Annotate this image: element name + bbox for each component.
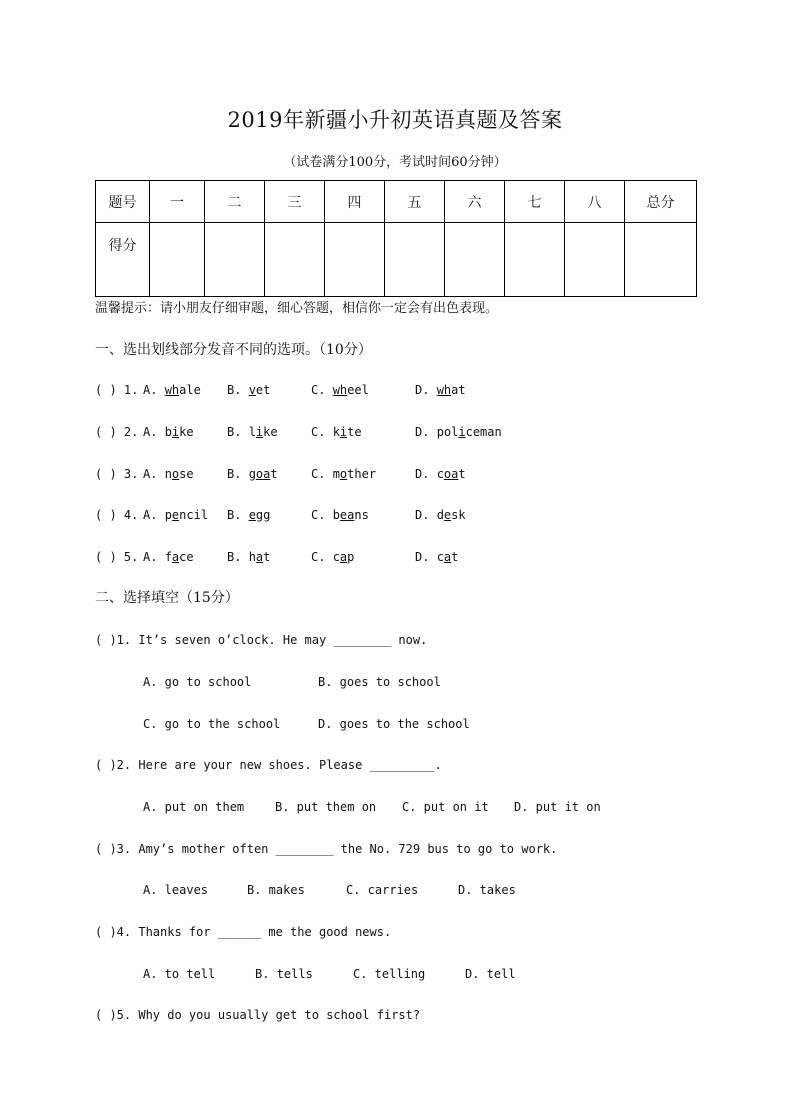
word-part: c <box>436 550 444 564</box>
underlined-letters: e <box>248 508 256 522</box>
word-part: at <box>451 383 466 397</box>
option-letter: A. <box>143 467 158 481</box>
option <box>311 550 354 564</box>
option: D. put it on <box>514 800 601 814</box>
option <box>415 508 466 522</box>
option-letter: C. <box>311 425 326 439</box>
word-part: k <box>332 425 340 439</box>
question-number: ( ) 1. <box>95 383 139 397</box>
row-label: 得分 <box>96 223 150 297</box>
option-letter: D. <box>415 508 430 522</box>
word-part: ce <box>179 550 194 564</box>
question-number: ( ) 3. <box>95 467 139 481</box>
word-part: p <box>164 508 172 522</box>
option: D. tell <box>465 967 516 981</box>
option: A. put on them <box>143 800 245 814</box>
page-title: 2019年新疆小升初英语真题及答案 <box>227 108 563 132</box>
question-stem: ( )2. Here are your new shoes. Please _________. <box>95 758 442 772</box>
underlined-letters: wh <box>164 383 180 397</box>
underlined-letters: a <box>339 550 348 564</box>
score-cell <box>505 223 565 297</box>
option <box>311 508 369 522</box>
score-cell <box>205 223 265 297</box>
word-part: et <box>255 383 271 397</box>
question-stem: ( )1. It’s seven o’clock. He may ________ now. <box>95 633 428 647</box>
word-part: n <box>164 467 172 481</box>
underlined-letters: e <box>171 508 180 522</box>
option <box>311 467 376 481</box>
option-letter: A. <box>143 383 158 397</box>
underlined-letters: oa <box>443 467 459 481</box>
option-letter: C. <box>311 383 326 397</box>
word-part: gg <box>255 508 271 522</box>
header-cell: 五 <box>385 181 445 223</box>
option: B. tells <box>255 967 313 981</box>
option: B. goes to school <box>318 675 441 689</box>
option <box>415 383 466 397</box>
word-part: ke <box>179 425 194 439</box>
underlined-letters: ea <box>339 508 355 522</box>
question-number: ( ) 4. <box>95 508 139 522</box>
word-part: ncil <box>179 508 209 522</box>
option <box>143 508 208 522</box>
option <box>311 425 362 439</box>
header-cell: 三 <box>265 181 325 223</box>
option-letter: C. <box>311 467 326 481</box>
option: C. put on it <box>402 800 489 814</box>
header-cell: 二 <box>205 181 265 223</box>
option <box>227 467 278 481</box>
underlined-letters: o <box>339 467 348 481</box>
word-part: d <box>436 508 444 522</box>
option-letter: D. <box>415 425 430 439</box>
option <box>143 425 194 439</box>
word-part: m <box>332 467 340 481</box>
option <box>415 467 466 481</box>
word-part: pol <box>436 425 459 439</box>
option <box>143 383 201 397</box>
score-table <box>95 180 697 297</box>
word-part: ke <box>263 425 278 439</box>
underlined-letters: oa <box>255 467 271 481</box>
header-cell: 八 <box>565 181 625 223</box>
word-part: t <box>451 550 459 564</box>
option <box>415 550 458 564</box>
header-cell: 六 <box>445 181 505 223</box>
tip-text: 温馨提示：请小朋友仔细审题，细心答题，相信你一定会有出色表现。 <box>95 301 499 316</box>
word-part: ale <box>179 383 201 397</box>
question-number: ( ) 2. <box>95 425 139 439</box>
option-letter: D. <box>415 383 430 397</box>
option <box>415 425 502 439</box>
score-cell <box>445 223 505 297</box>
option <box>227 508 270 522</box>
option-letter: B. <box>227 550 242 564</box>
option-letter: B. <box>227 425 242 439</box>
section2-heading: 二、选择填空（15分） <box>95 590 239 606</box>
underlined-letters: wh <box>436 383 452 397</box>
question-stem: ( )4. Thanks for ______ me the good news. <box>95 925 392 939</box>
option <box>311 383 369 397</box>
word-part: t <box>263 550 271 564</box>
word-part: ther <box>347 467 377 481</box>
word-part: eel <box>347 383 369 397</box>
option-letter: B. <box>227 508 242 522</box>
header-cell: 一 <box>150 181 205 223</box>
score-cell <box>625 223 697 297</box>
option: A. leaves <box>143 883 209 897</box>
option: B. put them on <box>275 800 377 814</box>
word-part: f <box>164 550 172 564</box>
word-part: b <box>332 508 340 522</box>
score-cell <box>385 223 445 297</box>
option: B. makes <box>247 883 305 897</box>
word-part: c <box>332 550 340 564</box>
option <box>143 467 194 481</box>
option-letter: D. <box>415 467 430 481</box>
word-part: ns <box>354 508 369 522</box>
option-letter: C. <box>311 550 326 564</box>
word-part: te <box>347 425 362 439</box>
word-part: l <box>248 425 256 439</box>
option: D. goes to the school <box>318 717 470 731</box>
header-cell: 总分 <box>625 181 697 223</box>
question-stem: ( )3. Amy’s mother often ________ the No. 729 bus to go to work. <box>95 842 558 856</box>
word-part: ceman <box>465 425 502 439</box>
option <box>227 550 270 564</box>
score-cell <box>565 223 625 297</box>
header-cell: 题号 <box>96 181 150 223</box>
score-cell <box>150 223 205 297</box>
word-part: h <box>248 550 256 564</box>
underlined-letters: a <box>255 550 264 564</box>
section1-heading: 一、选出划线部分发音不同的选项。（10分） <box>95 342 372 358</box>
option-letter: D. <box>415 550 430 564</box>
option <box>227 425 278 439</box>
score-table-header-row <box>96 181 697 223</box>
word-part: t <box>270 467 278 481</box>
option <box>227 383 270 397</box>
word-part: p <box>347 550 355 564</box>
score-table-score-row <box>96 223 697 297</box>
header-cell: 四 <box>325 181 385 223</box>
underlined-letters: v <box>248 383 256 397</box>
underlined-letters: a <box>171 550 180 564</box>
option: C. telling <box>353 967 426 981</box>
word-part: b <box>164 425 172 439</box>
option: C. go to the school <box>143 717 281 731</box>
underlined-letters: e <box>443 508 452 522</box>
question-stem: ( )5. Why do you usually get to school first? <box>95 1008 421 1022</box>
option: A. go to school <box>143 675 252 689</box>
exam-info: （试卷满分100分，考试时间60分钟） <box>283 155 507 170</box>
option-letter: B. <box>227 383 242 397</box>
word-part: t <box>458 467 466 481</box>
question-number: ( ) 5. <box>95 550 139 564</box>
underlined-letters: wh <box>332 383 348 397</box>
option-letter: A. <box>143 425 158 439</box>
underlined-letters: i <box>255 425 264 439</box>
score-cell <box>325 223 385 297</box>
option: A. to tell <box>143 967 216 981</box>
underlined-letters: o <box>171 467 180 481</box>
option-letter: A. <box>143 550 158 564</box>
underlined-letters: i <box>171 425 180 439</box>
score-cell <box>265 223 325 297</box>
word-part: sk <box>451 508 466 522</box>
underlined-letters: a <box>443 550 452 564</box>
word-part: c <box>436 467 444 481</box>
header-cell: 七 <box>505 181 565 223</box>
option: C. carries <box>346 883 419 897</box>
option: D. takes <box>458 883 516 897</box>
option-letter: B. <box>227 467 242 481</box>
word-part: g <box>248 467 256 481</box>
word-part: se <box>179 467 194 481</box>
option-letter: A. <box>143 508 158 522</box>
option-letter: C. <box>311 508 326 522</box>
option <box>143 550 194 564</box>
underlined-letters: i <box>339 425 348 439</box>
underlined-letters: i <box>458 425 466 439</box>
